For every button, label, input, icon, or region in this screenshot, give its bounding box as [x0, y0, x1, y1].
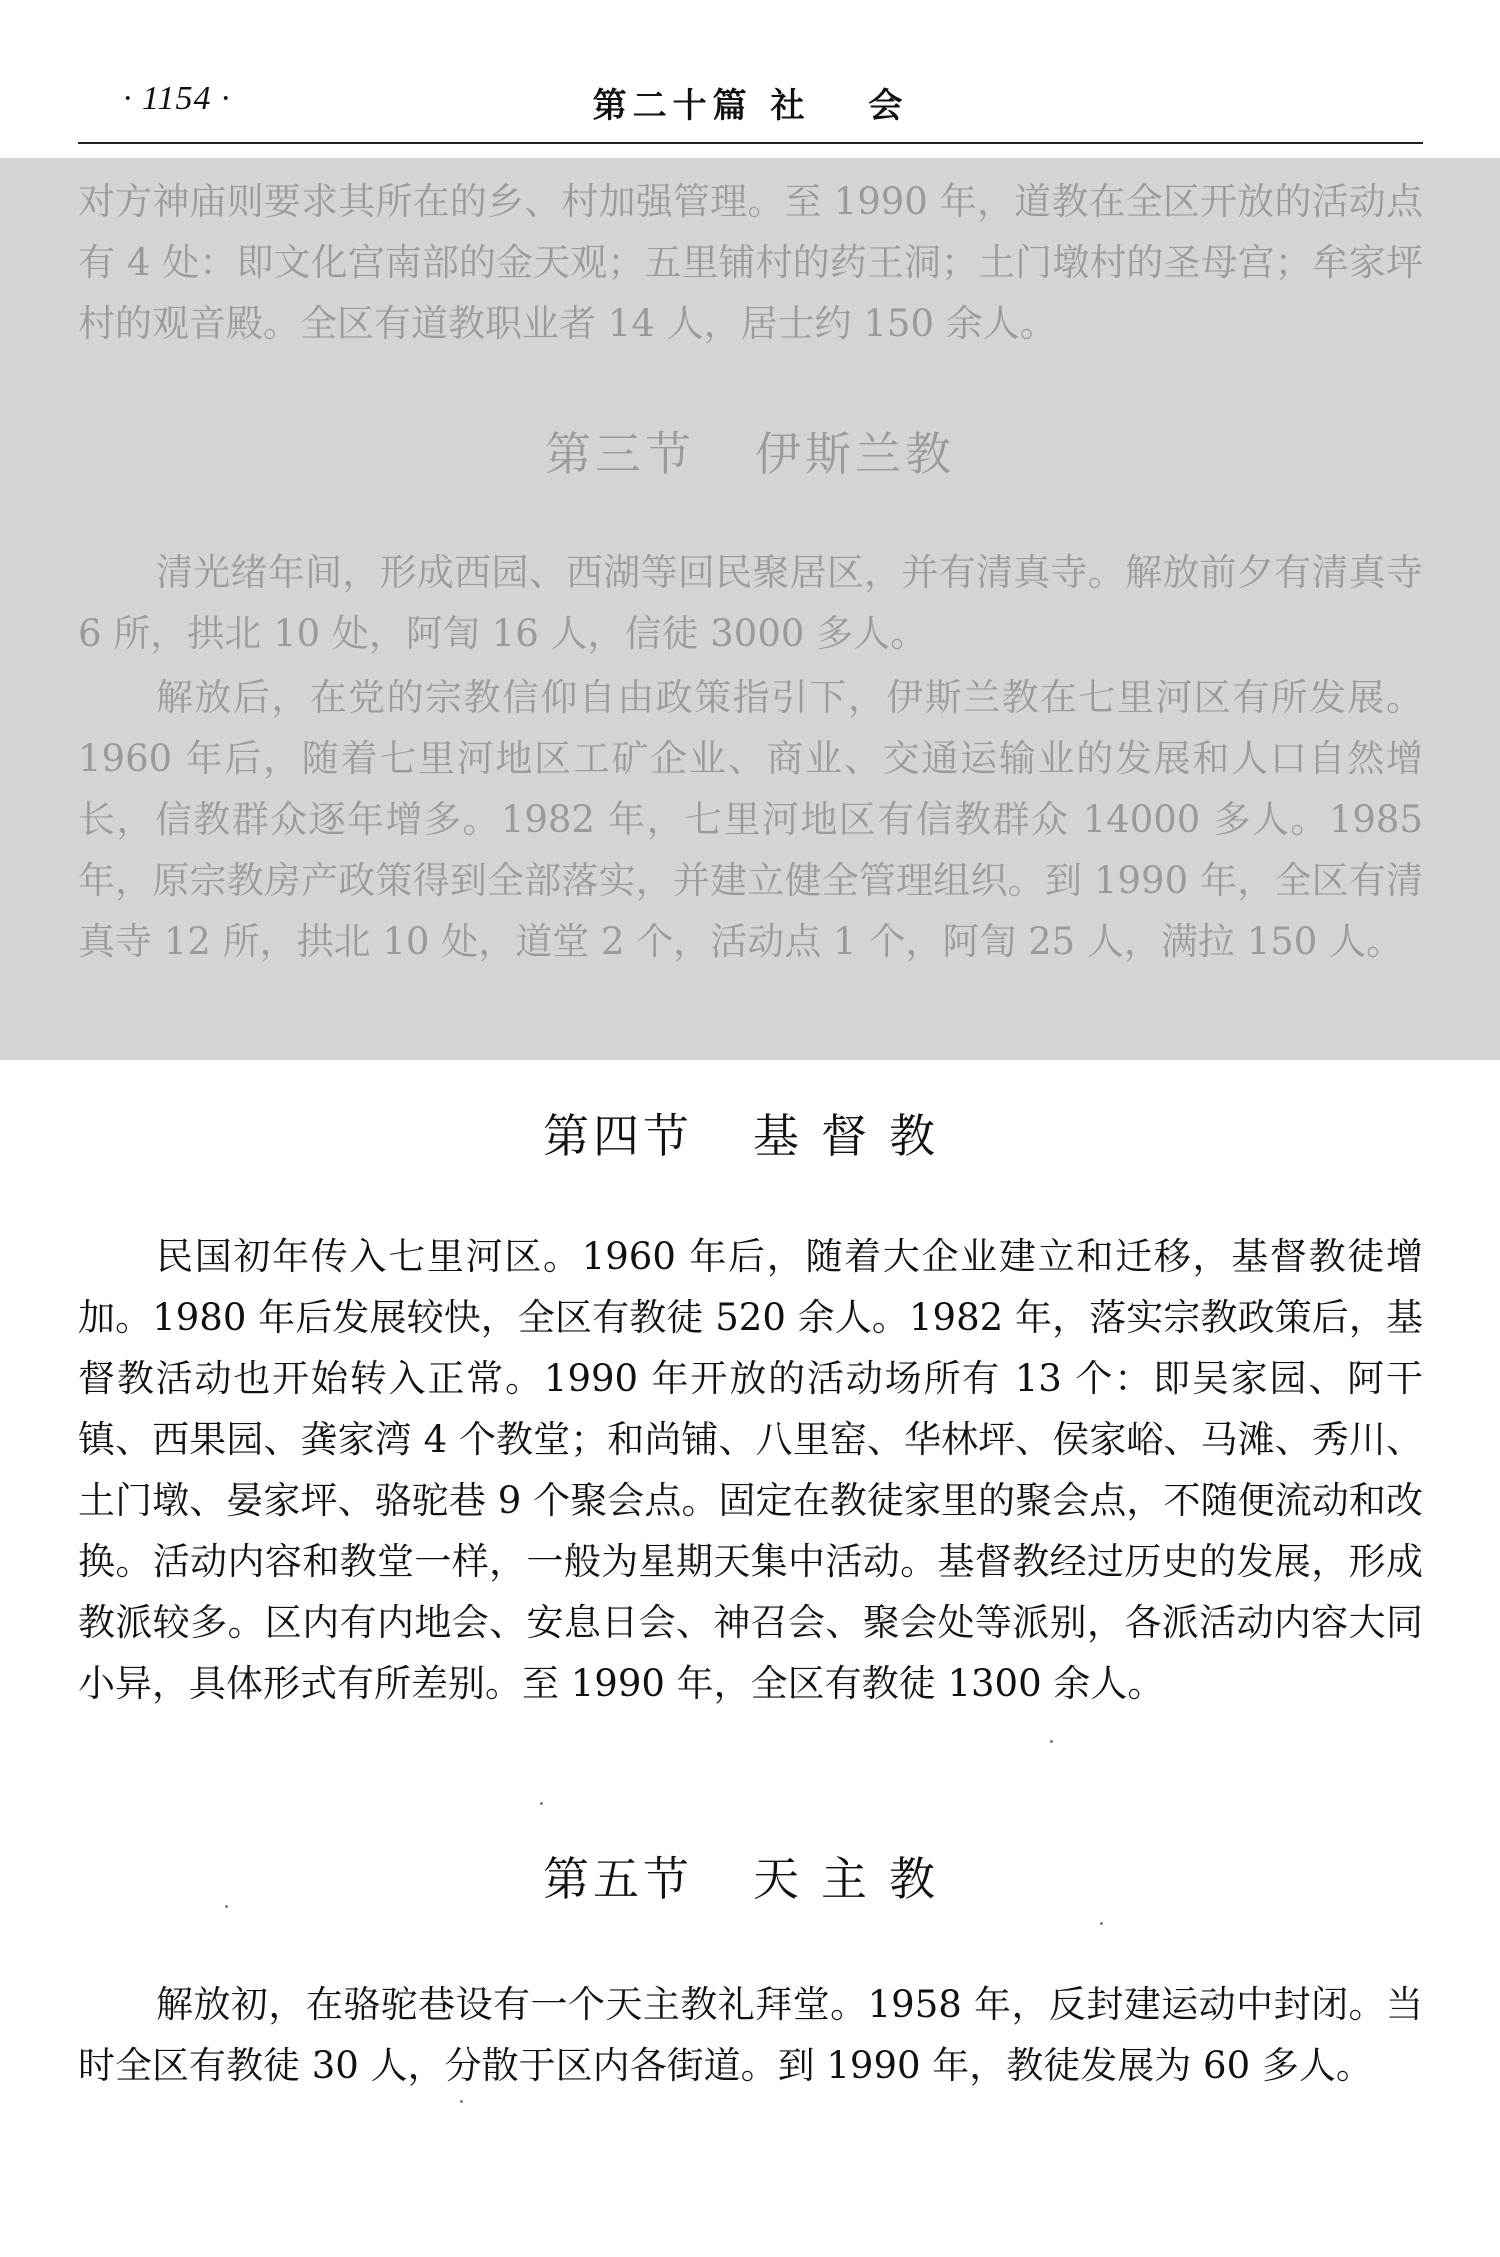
section-3-heading — [0, 418, 1500, 484]
section-3-title: 伊斯兰教 — [755, 427, 955, 481]
section-5-label: 第五节 — [543, 1852, 693, 1906]
section-5-heading — [0, 1843, 1500, 1909]
page-number: · 1154 · — [123, 80, 231, 117]
section-5-title: 天主教 — [753, 1852, 957, 1906]
page-header — [78, 70, 1423, 144]
islam-paragraph-2: 解放后，在党的宗教信仰自由政策指引下，伊斯兰教在七里河区有所发展。1960 年后，随着七里河地区工矿企业、商业、交通运输业的发展和人口自然增长，信教群众逐年增多。1982 年，七里河地区有信教群众 14000 多人。1985 年，原宗教房产政策得到全部落实，并建立健全管理组织。到 1990 年，全区有清真寺 12 所，拱北 10 处，道堂 2 个，活动点 1 个，阿訇 25 人，满拉 150 人。 — [78, 676, 1423, 963]
section-4-label: 第四节 — [543, 1109, 693, 1163]
scan-speck — [225, 1905, 228, 1908]
taoism-continued-paragraph: 对方神庙则要求其所在的乡、村加强管理。至 1990 年，道教在全区开放的活动点有 4 处：即文化宫南部的金天观；五里铺村的药王洞；土门墩村的圣母宫；牟家坪村的观音殿。全区有道教职业者 14 人，居士约 150 余人。 — [78, 180, 1423, 345]
running-title: 第二十篇 社 会 — [592, 86, 909, 126]
scan-speck — [1050, 1740, 1053, 1743]
islam-paragraph-1: 清光绪年间，形成西园、西湖等回民聚居区，并有清真寺。解放前夕有清真寺 6 所，拱北 10 处，阿訇 16 人，信徒 3000 多人。 — [78, 551, 1423, 655]
scan-speck — [460, 2100, 463, 2103]
scan-speck — [1100, 1922, 1103, 1925]
section-4-title: 基督教 — [753, 1109, 957, 1163]
scan-speck — [540, 1802, 543, 1805]
christianity-paragraph: 民国初年传入七里河区。1960 年后，随着大企业建立和迁移，基督教徒增加。1980 年后发展较快，全区有教徒 520 余人。1982 年，落实宗教政策后，基督教活动也开始转入正常。1990 年开放的活动场所有 13 个：即吴家园、阿干镇、西果园、龚家湾 4 个教堂；和尚铺、八里窑、华林坪、侯家峪、马滩、秀川、土门墩、晏家坪、骆驼巷 9 个聚会点。固定在教徒家里的聚会点，不随便流动和改换。活动内容和教堂一样，一般为星期天集中活动。基督教经过历史的发展，形成教派较多。区内有内地会、安息日会、神召会、聚会处等派别，各派活动内容大同小异，具体形式有所差别。至 1990 年，全区有教徒 1300 余人。 — [78, 1235, 1423, 1705]
catholicism-paragraph: 解放初，在骆驼巷设有一个天主教礼拜堂。1958 年，反封建运动中封闭。当时全区有教徒 30 人，分散于区内各街道。到 1990 年，教徒发展为 60 多人。 — [78, 1983, 1423, 2087]
section-4-heading — [0, 1100, 1500, 1166]
section-3-label: 第三节 — [545, 427, 695, 481]
